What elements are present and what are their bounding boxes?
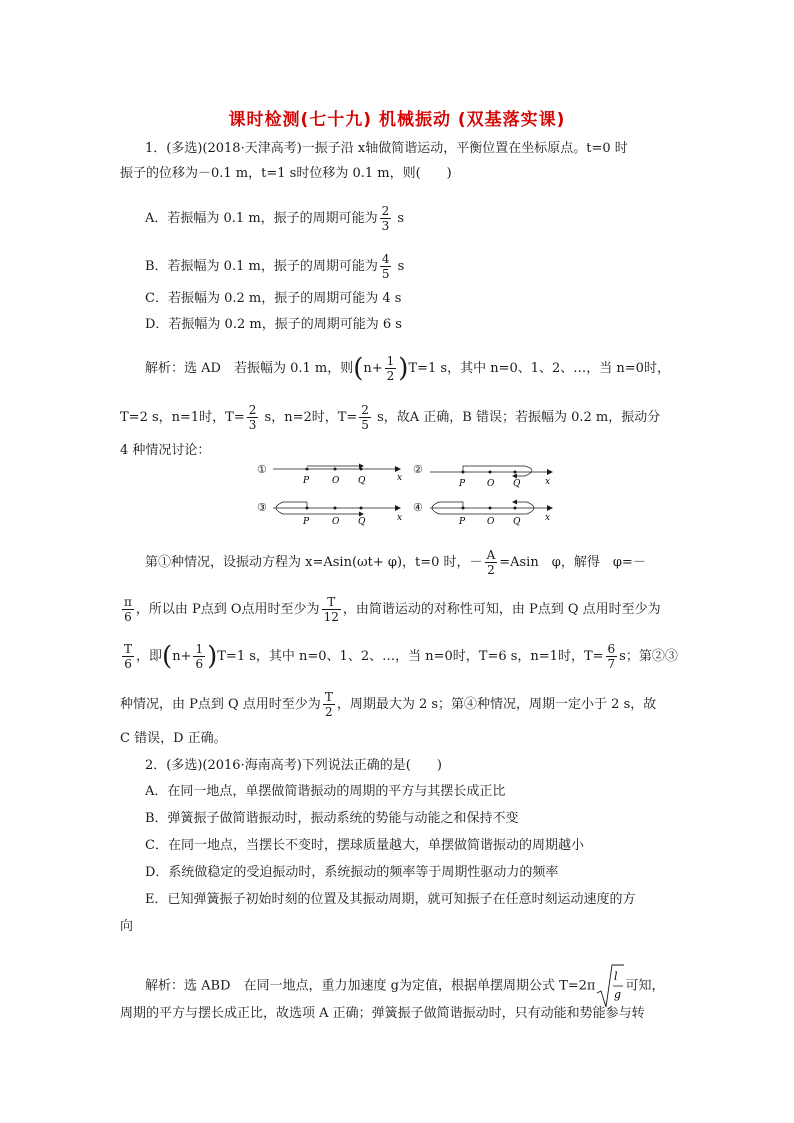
case-1 <box>257 463 402 486</box>
q2-option-d: D．系统做稳定的受迫振动时，系统振动的频率等于周期性驱动力的频率 <box>145 865 559 880</box>
q1-option-a-text: A．若振幅为 0.1 m，振子的周期可能为 <box>145 211 378 226</box>
svg-text:x: x <box>545 477 551 487</box>
q1-option-b-fraction: $\frac{4}{5}$ <box>381 252 390 281</box>
svg-text:P: P <box>303 476 310 486</box>
case-1-label: ① <box>257 463 267 476</box>
q2-option-c: C．在同一地点，当摆长不变时，摆球质量越大，单摆做简谐振动的周期越小 <box>145 838 584 853</box>
svg-text:Q: Q <box>358 476 366 486</box>
svg-text:x: x <box>545 513 551 523</box>
svg-text:l: l <box>614 970 618 983</box>
sol1-line8: C 错误，D 正确。 <box>120 731 227 746</box>
svg-text:O: O <box>332 476 340 486</box>
case-2-label: ② <box>413 463 423 476</box>
case-3 <box>257 501 402 527</box>
q1-option-c: C．若振幅为 0.2 m，振子的周期可能为 4 s <box>145 291 402 306</box>
q2-option-b: B．弹簧振子做简谐振动时，振动系统的势能与动能之和保持不变 <box>145 811 519 826</box>
svg-text:O: O <box>487 479 495 489</box>
sol1-line2: T=2 s，n=1时，T= $\frac{2}{3}$ s，n=2时，T= $\frac{2}{5}$ s，故A 正确，B 错误；若振幅为 0.2 m，振动分 <box>120 403 661 432</box>
sol2-line2: 周期的平方与摆长成正比，故选项 A 正确；弹簧振子做简谐振动时，只有动能和势能参与转 <box>120 1006 645 1021</box>
svg-text:g: g <box>614 988 622 1001</box>
sol1-line5: $\frac{\pi}{6}$ ，所以由 P点到 O点用时至少为 $\frac{T}{12}$ ，由简谐运动的对称性可知，由 P点到 Q 点用时至少为 <box>124 595 661 624</box>
page-title: 课时检测(七十九) 机械振动 (双基落实课) <box>228 110 566 130</box>
q1-option-b-text: B．若振幅为 0.1 m，振子的周期可能为 <box>145 259 378 274</box>
svg-text:P: P <box>459 479 466 489</box>
case-2 <box>413 463 553 489</box>
q2-option-e-line2: 向 <box>120 919 134 934</box>
oscillation-cases-diagram <box>255 462 555 528</box>
sol2-line1: 解析：选 ABD 在同一地点，重力加速度 g为定值，根据单摆周期公式 T=2π l g 可知， <box>145 963 664 1009</box>
svg-text:x: x <box>397 513 403 523</box>
sol1-line7: 种情况，由 P点到 Q 点用时至少为 $\frac{T}{2}$ ，周期最大为 2 s；第④种情况，周期一定小于 2 s，故 <box>120 690 657 719</box>
q2-option-e-line1: E．已知弹簧振子初始时刻的位置及其振动周期，就可知振子在任意时刻运动速度的方 <box>145 892 636 907</box>
case-3-label: ③ <box>257 501 267 514</box>
svg-text:P: P <box>303 517 310 527</box>
svg-text:x: x <box>397 473 403 483</box>
case-4 <box>413 500 553 528</box>
sqrt-expression <box>595 963 625 1009</box>
case-4-label: ④ <box>413 501 423 514</box>
sol1-line1: 解析：选 AD 若振幅为 0.1 m，则(n+ $\frac{1}{2}$ )T=1 s，其中 n=0、1、2、…，当 n=0时， <box>145 353 670 384</box>
q1-option-a-fraction: $\frac{2}{3}$ <box>381 204 390 233</box>
q1-line1: 1．(多选)(2018·天津高考)一振子沿 x轴做简谐运动，平衡位置在坐标原点。t=0 时 <box>145 141 628 156</box>
svg-text:P: P <box>459 517 466 527</box>
q2-line1: 2．(多选)(2016·海南高考)下列说法正确的是( ) <box>145 758 442 773</box>
sol1-line4: 第①种情况，设振动方程为 x=Asin(ωt+ φ)，t=0 时，－ $\frac{A}{2}$ =Asin φ，解得 φ=－ <box>145 548 646 577</box>
q1-option-d: D．若振幅为 0.2 m，振子的周期可能为 6 s <box>145 317 402 332</box>
q1-line2: 振子的位移为－0.1 m，t=1 s时位移为 0.1 m，则( ) <box>120 166 452 181</box>
svg-text:O: O <box>332 517 340 527</box>
sol1-line6: $\frac{T}{6}$ ，即(n+ $\frac{1}{6}$ )T=1 s，其中 n=0、1、2、…，当 n=0时，T=6 s，n=1时，T= $\frac{6}{7}$ s；第②③ <box>124 641 678 672</box>
svg-text:O: O <box>487 517 495 527</box>
q1-option-b: B．若振幅为 0.1 m，振子的周期可能为 $\frac{4}{5}$ s <box>145 252 405 281</box>
q2-option-a: A．在同一地点，单摆做简谐振动的周期的平方与其摆长成正比 <box>145 784 506 799</box>
svg-text:Q: Q <box>513 517 521 527</box>
q1-option-a: A．若振幅为 0.1 m，振子的周期可能为 $\frac{2}{3}$ s <box>145 204 405 233</box>
sol1-line3: 4 种情况讨论： <box>120 443 211 458</box>
svg-text:Q: Q <box>358 517 366 527</box>
svg-text:Q: Q <box>513 479 521 489</box>
